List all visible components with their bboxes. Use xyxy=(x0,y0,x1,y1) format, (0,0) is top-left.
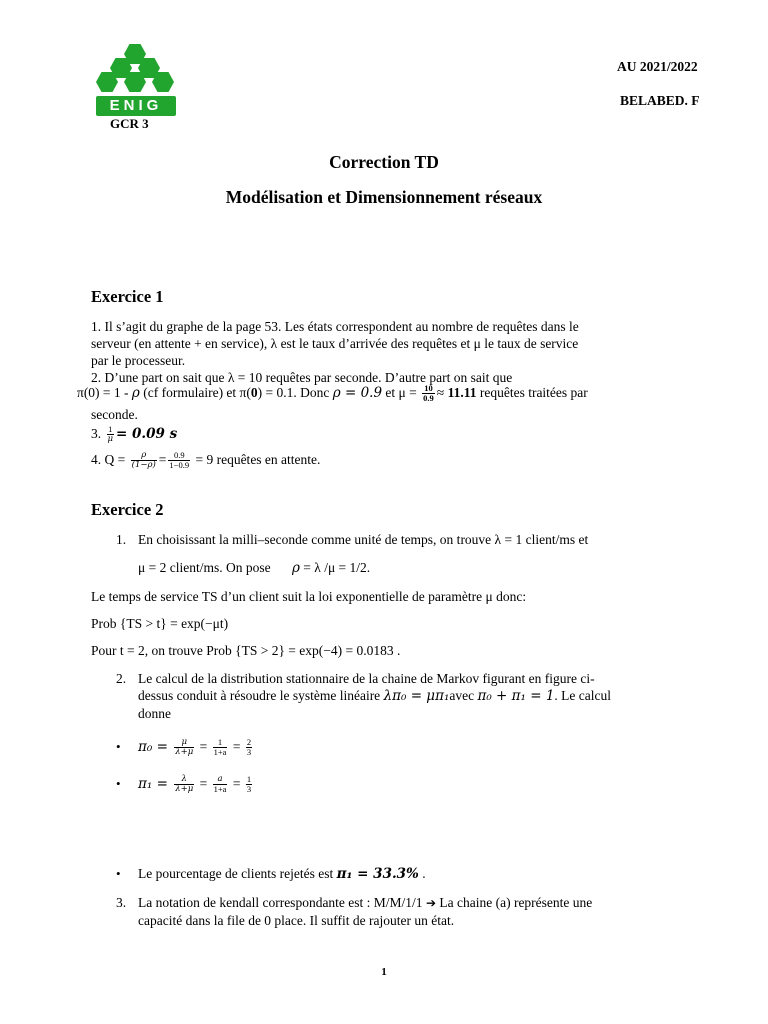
fraction-numerator: μ xyxy=(174,738,194,748)
text-run: 3. xyxy=(91,426,105,441)
text-run: requêtes traitées par xyxy=(476,385,588,400)
text-run: La chaine (a) représente une xyxy=(436,895,593,910)
author-name: BELABED. F xyxy=(620,93,700,108)
text-line: Le calcul de la distribution stationnaire de la chaine de Markov figurant en figure ci- xyxy=(138,671,595,686)
fraction-denominator: (1−ρ) xyxy=(131,460,156,471)
fraction-denominator: λ+μ xyxy=(175,747,194,758)
text-run: = λ /μ = 1/2. xyxy=(299,560,371,575)
academic-year: AU 2021/2022 xyxy=(617,59,698,74)
text-run: dessus conduit à résoudre le système linéaire xyxy=(138,688,384,703)
mu-fraction xyxy=(422,384,435,403)
list-number: 1. xyxy=(116,532,127,547)
ex1-line-pi0 xyxy=(77,384,697,403)
text-line: Le temps de service TS d’un client suit la loi exponentielle de paramètre μ donc: xyxy=(91,589,527,604)
q-fraction-2 xyxy=(168,451,190,470)
rho-value: ρ = 0.9 xyxy=(332,385,383,401)
fraction-numerator: 1 xyxy=(213,738,228,748)
text-run: 4. Q = xyxy=(91,452,129,467)
ex1-item-3 xyxy=(91,425,177,444)
text-run: = 9 requêtes en attente. xyxy=(192,452,321,467)
pi1-formula: π₁ = $\frac{\lambda}{\lambda+\mu}$ = $\frac{a}{1+a}$ = $\frac{1}{3}$ xyxy=(138,774,252,795)
rejection-rate-line xyxy=(138,865,426,883)
ex2-item2 xyxy=(138,670,698,722)
bullet: • xyxy=(116,739,121,754)
fraction-denominator: 1+a xyxy=(213,784,227,795)
department-label: GCR 3 xyxy=(110,116,149,131)
text-run: avec xyxy=(449,688,478,703)
text-run: (cf formulaire) et π( xyxy=(139,385,251,400)
page-subtitle: Modélisation et Dimensionnement réseaux xyxy=(225,187,543,207)
fraction-numerator: 2 xyxy=(246,737,252,748)
inverse-mu-fraction xyxy=(107,425,115,444)
exercise-1-heading: Exercice 1 xyxy=(91,287,164,306)
text-run: π(0) = 1 - xyxy=(77,385,132,400)
logo-text: ENIG xyxy=(96,96,176,116)
ex1-paragraph-1 xyxy=(91,318,691,386)
pi0-symbol: π₀ = xyxy=(138,739,173,755)
text-line xyxy=(138,687,698,705)
fraction xyxy=(174,738,194,757)
text-run: μ = 2 client/ms. On pose xyxy=(138,560,271,575)
text-line: 1. Il s’agit du graphe de la page 53. Les états correspondent au nombre de requêtes dans le xyxy=(91,319,579,334)
fraction xyxy=(246,775,252,794)
arrow-right-icon: ➔ xyxy=(425,896,436,910)
fraction-denominator: 0.9 xyxy=(423,393,434,404)
text-line: par le processeur. xyxy=(91,353,186,368)
text-run: ≈ xyxy=(436,385,448,400)
text-run: La notation de kendall correspondante est : M/M/1/1 xyxy=(138,895,426,910)
fraction-denominator: 1+a xyxy=(213,747,227,758)
fraction xyxy=(174,775,194,794)
ex2-item1-line2 xyxy=(138,559,370,577)
exercise-2-heading: Exercice 2 xyxy=(91,500,164,519)
text-run: Le pourcentage de clients rejetés est xyxy=(138,866,337,881)
fraction-numerator: a xyxy=(213,775,228,785)
fraction-denominator: μ xyxy=(107,434,114,445)
text-run: . Le calcul xyxy=(554,688,612,703)
rho-symbol: ρ xyxy=(131,385,140,401)
page-title: Correction TD xyxy=(329,152,439,172)
text-line xyxy=(138,894,698,912)
ex1-item-4: 4. Q = $\frac{\rho}{(1-\rho)}$ = $\frac{0.9}{1-0.9}$ = 9 requêtes en attente. xyxy=(91,450,321,471)
fraction-denominator: λ+μ xyxy=(175,784,194,795)
bullet: • xyxy=(116,866,121,881)
pi1-symbol: π₁ = xyxy=(138,776,173,792)
text-line: Prob {TS > t} = exp(−μt) xyxy=(91,616,229,631)
text-run: ) = 0.1. Donc xyxy=(257,385,333,400)
balance-equation: λπ₀ = μπ₁ xyxy=(383,688,450,704)
fraction-denominator: 3 xyxy=(246,747,252,758)
fraction-denominator: 1−0.9 xyxy=(169,460,190,471)
fraction-numerator: 10 xyxy=(422,384,435,394)
fraction-numerator: 1 xyxy=(108,424,113,435)
text-line: En choisissant la milli–seconde comme unité de temps, on trouve λ = 1 client/ms et xyxy=(138,532,589,547)
text-line: donne xyxy=(138,706,171,721)
ex2-item3 xyxy=(138,894,698,929)
text-line: Pour t = 2, on trouve Prob {TS > 2} = exp(−4) = 0.0183 . xyxy=(91,643,401,658)
fraction-denominator: 3 xyxy=(246,784,252,795)
mu-value: 11.11 xyxy=(447,385,477,400)
text-run: 0 xyxy=(250,385,258,400)
fraction xyxy=(213,738,228,757)
text-line: capacité dans la file de 0 place. Il suffit de rajouter un état. xyxy=(138,913,455,928)
text-run: . xyxy=(418,866,426,881)
list-number: 2. xyxy=(116,671,127,686)
page-number: 1 xyxy=(381,966,387,978)
fraction-numerator: ρ xyxy=(131,451,157,461)
fraction-numerator: 1 xyxy=(246,774,252,785)
bullet: • xyxy=(116,776,121,791)
text-line: serveur (en attente + en service), λ est le taux d’arrivée des requêtes et μ le taux de service xyxy=(91,336,579,351)
text-run: et μ = xyxy=(382,385,421,400)
pi0-formula: π₀ = $\frac{\mu}{\lambda+\mu}$ = $\frac{1}{1+a}$ = $\frac{2}{3}$ xyxy=(138,737,252,758)
fraction xyxy=(213,775,228,794)
list-number: 3. xyxy=(116,895,127,910)
fraction xyxy=(246,738,252,757)
rho-symbol: ρ xyxy=(291,560,300,576)
text-line: seconde. xyxy=(91,407,138,422)
service-time-value: = 0.09 s xyxy=(116,426,178,442)
normalization-equation: π₀ + π₁ = 1 xyxy=(477,688,555,704)
q-fraction-1 xyxy=(131,451,157,470)
rejection-rate-value: π₁ = 33.3% xyxy=(336,866,419,882)
fraction-numerator: λ xyxy=(174,775,194,785)
fraction-numerator: 0.9 xyxy=(168,451,190,461)
text-line: 2. D’une part on sait que λ = 10 requêtes par seconde. D’autre part on sait que xyxy=(91,370,513,385)
